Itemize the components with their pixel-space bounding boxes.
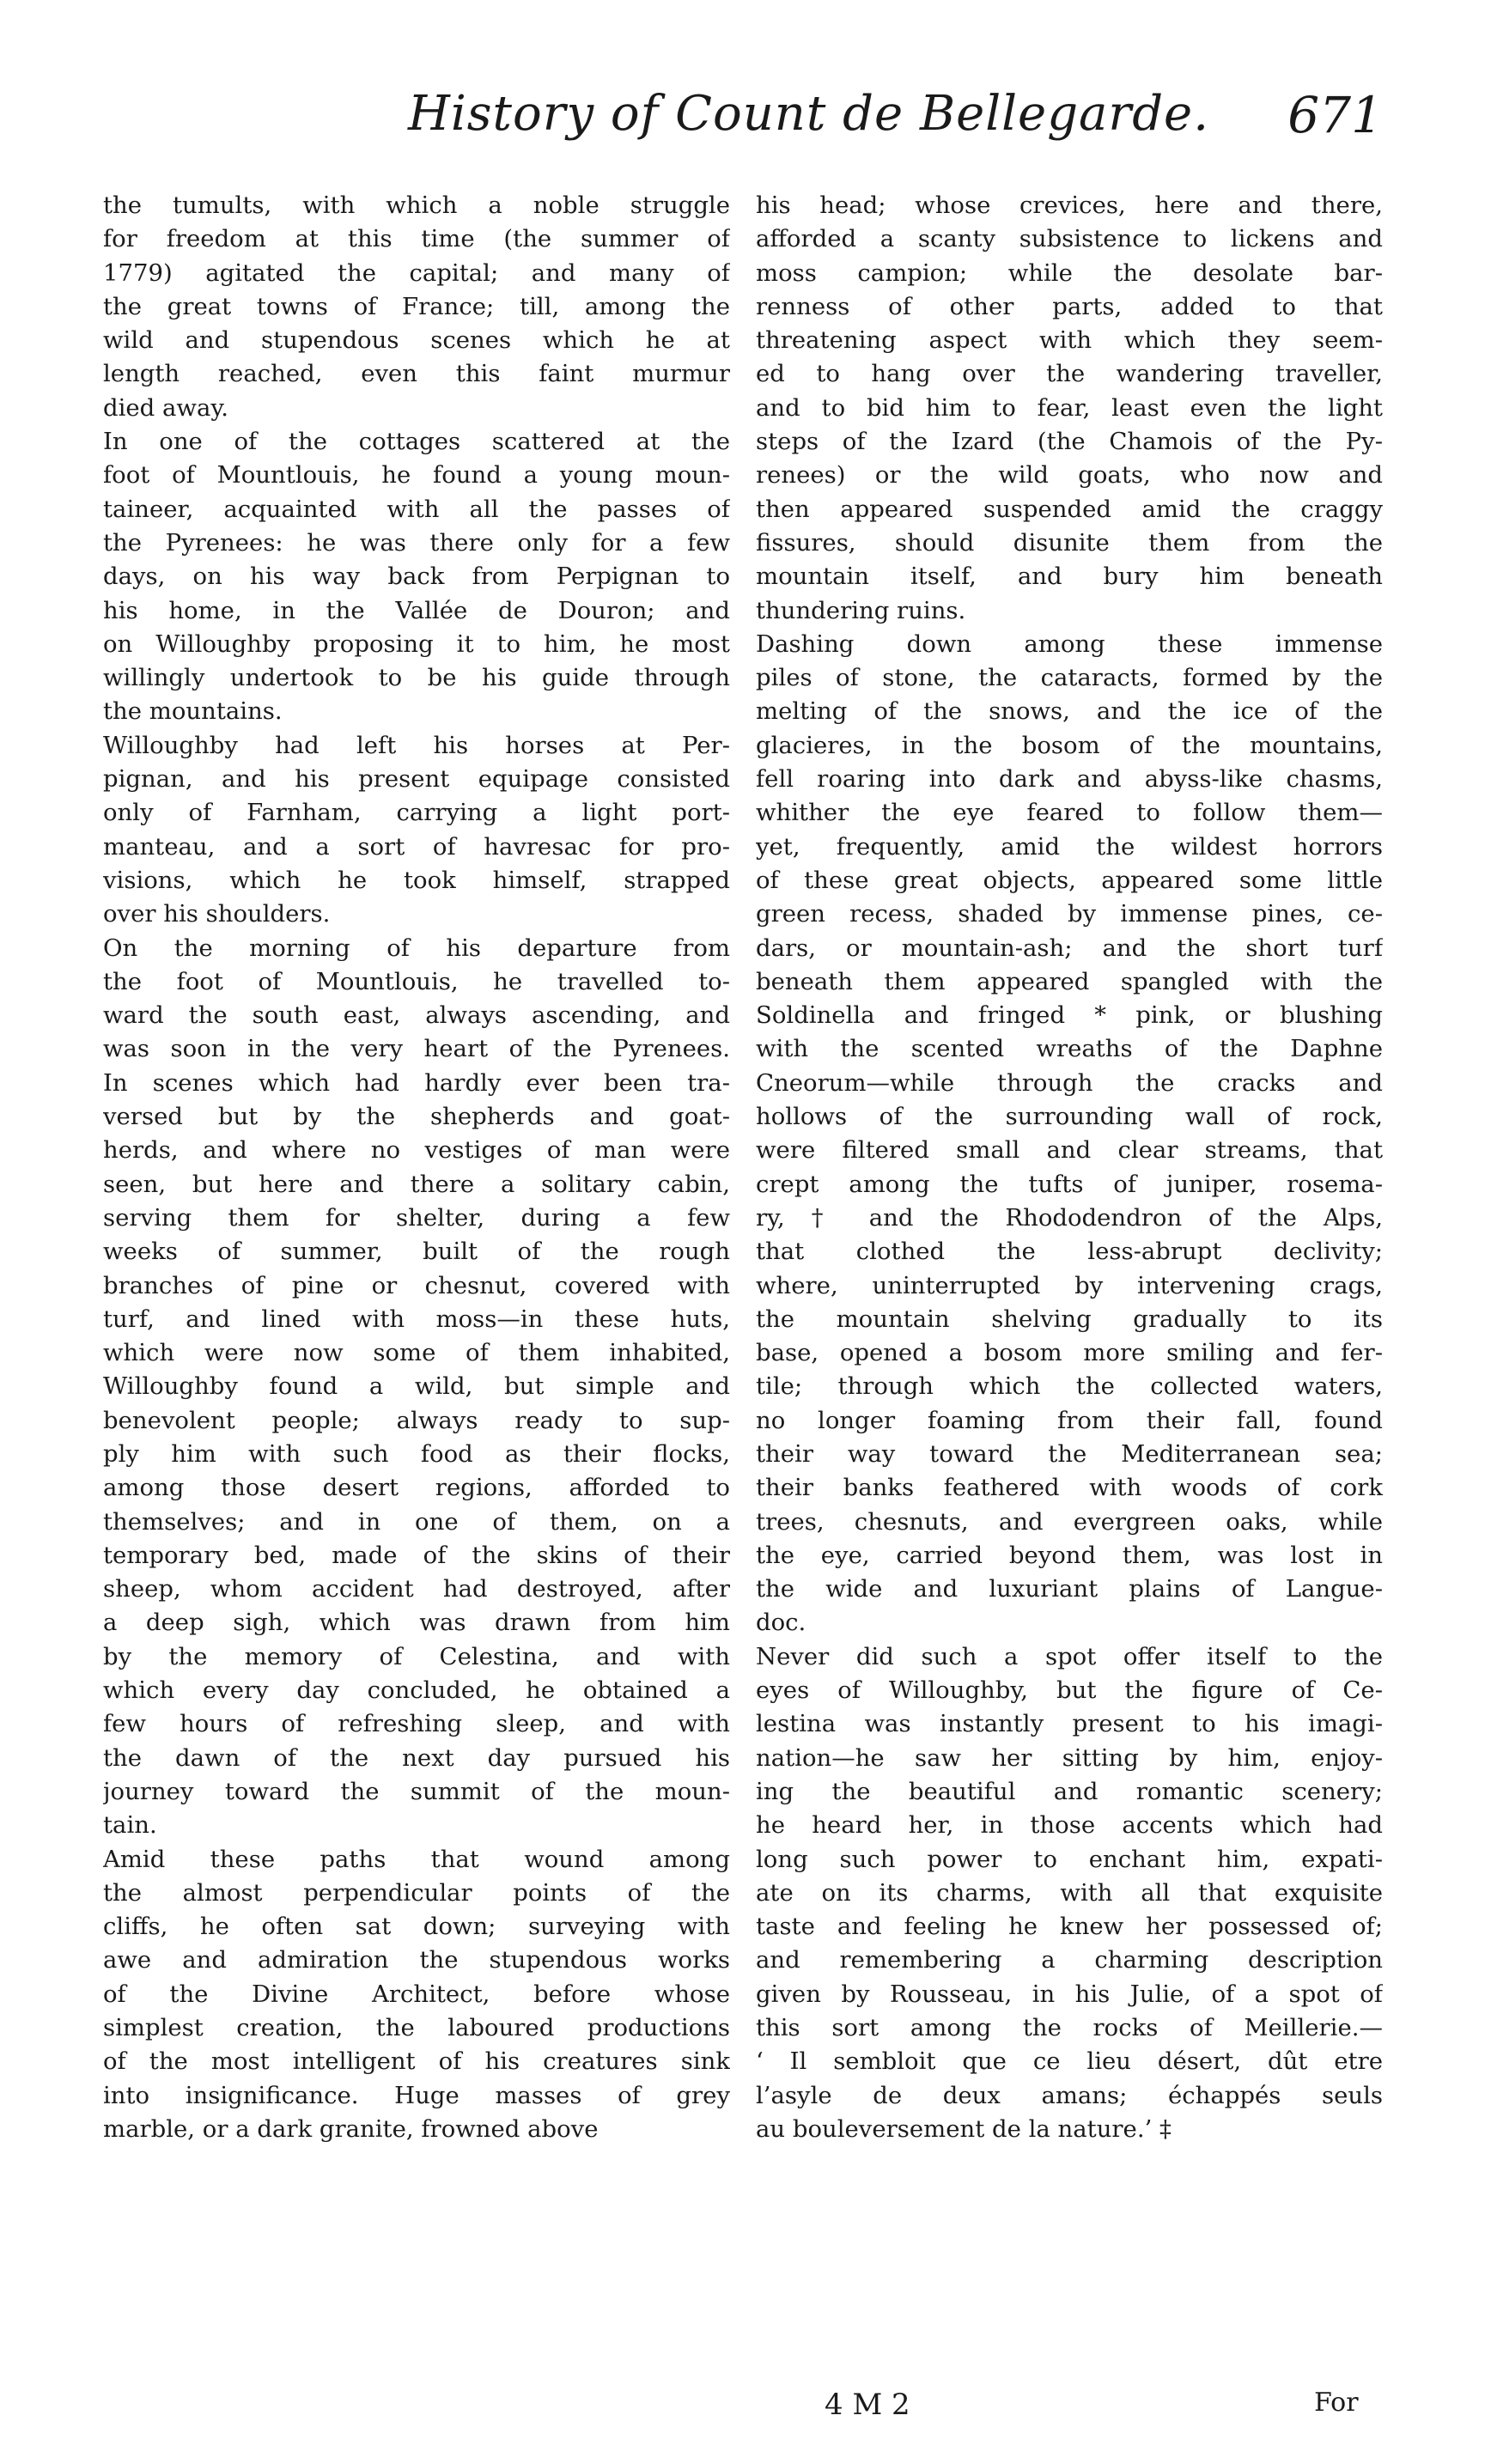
text-line: weeks of summer, built of the rough xyxy=(103,1238,730,1266)
text-line: ry, † and the Rhododendron of the Alps, xyxy=(756,1203,1383,1232)
text-line: long such power to enchant him, expati- xyxy=(756,1845,1383,1873)
text-line: ing the beautiful and romantic scenery; xyxy=(756,1777,1383,1805)
text-line: taineer, acquainted with all the passes of xyxy=(103,495,730,523)
text-line: with the scented wreaths of the Daphne xyxy=(756,1035,1383,1063)
text-line: cliffs, he often sat down; surveying with xyxy=(103,1913,730,1941)
text-line: days, on his way back from Perpignan to xyxy=(103,563,730,591)
running-head xyxy=(103,86,1383,163)
text-line: the foot of Mountlouis, he travelled to- xyxy=(103,967,730,995)
text-line: were filtered small and clear streams, that xyxy=(756,1136,1383,1165)
text-line: manteau, and a sort of havresac for pro- xyxy=(103,832,730,861)
text-line: died away. xyxy=(103,393,228,422)
text-line: branches of pine or chesnut, covered with xyxy=(103,1271,730,1299)
text-line: fissures, should disunite them from the xyxy=(756,528,1383,557)
text-line: taste and feeling he knew her possessed of; xyxy=(756,1913,1383,1941)
text-line: Amid these paths that wound among xyxy=(103,1845,730,1873)
text-line: their banks feathered with woods of cork xyxy=(756,1474,1383,1502)
text-line: doc. xyxy=(756,1609,806,1637)
text-line: versed but by the shepherds and goat- xyxy=(103,1103,730,1131)
text-line: green recess, shaded by immense pines, ce- xyxy=(756,900,1383,928)
text-line: for freedom at this time (the summer of xyxy=(103,225,730,253)
text-line: ate on its charms, with all that exquisite xyxy=(756,1878,1383,1907)
text-line: Willoughby found a wild, but simple and xyxy=(103,1372,730,1401)
text-line: In scenes which had hardly ever been tra- xyxy=(103,1068,730,1097)
text-line: temporary bed, made of the skins of their xyxy=(103,1541,730,1569)
text-line: wild and stupendous scenes which he at xyxy=(103,326,730,355)
text-line: ward the south east, always ascending, and xyxy=(103,1001,730,1030)
text-line: their way toward the Mediterranean sea; xyxy=(756,1439,1383,1468)
catchword: For xyxy=(1314,2388,1359,2418)
text-line: the wide and luxuriant plains of Langue- xyxy=(756,1575,1383,1603)
text-line: the dawn of the next day pursued his xyxy=(103,1743,730,1772)
text-line: Cneorum—while through the cracks and xyxy=(756,1068,1383,1097)
text-line: of these great objects, appeared some little xyxy=(756,866,1383,894)
text-line: few hours of refreshing sleep, and with xyxy=(103,1710,730,1738)
text-line: ply him with such food as their flocks, xyxy=(103,1439,730,1468)
text-line: herds, and where no vestiges of man were xyxy=(103,1136,730,1165)
text-line: on Willoughby proposing it to him, he most xyxy=(103,630,730,658)
text-line: ed to hang over the wandering traveller, xyxy=(756,360,1383,388)
text-line: seen, but here and there a solitary cabin, xyxy=(103,1170,730,1198)
paragraph xyxy=(103,425,730,729)
text-line: tile; through which the collected waters, xyxy=(756,1372,1383,1401)
text-line: whither the eye feared to follow them— xyxy=(756,799,1383,827)
text-line: of the most intelligent of his creatures sink xyxy=(103,2047,730,2076)
text-line: was soon in the very heart of the Pyrenees. xyxy=(103,1035,730,1063)
paragraph xyxy=(103,1843,730,2147)
text-line: and to bid him to fear, least even the light xyxy=(756,393,1383,422)
text-line: themselves; and in one of them, on a xyxy=(103,1507,730,1536)
text-line: the great towns of France; till, among the xyxy=(103,292,730,320)
text-line: his head; whose crevices, here and there, xyxy=(756,192,1383,219)
text-line: l’asyle de deux amans; échappés seuls xyxy=(756,2081,1383,2109)
text-line: 1779) agitated the capital; and many of xyxy=(103,259,730,287)
text-line: this sort among the rocks of Meillerie.— xyxy=(756,2014,1383,2042)
text-line: length reached, even this faint murmur xyxy=(103,360,730,388)
right-column xyxy=(756,189,1383,2146)
text-line: pignan, and his present equipage consisted xyxy=(103,765,730,794)
text-line: dars, or mountain-ash; and the short turf xyxy=(756,934,1383,962)
text-line: the tumults, with which a noble struggle xyxy=(103,192,730,219)
paragraph xyxy=(756,628,1383,1640)
signature-line xyxy=(0,2388,1485,2431)
text-line: sheep, whom accident had destroyed, after xyxy=(103,1575,730,1603)
text-line: benevolent people; always ready to sup- xyxy=(103,1406,730,1434)
text-line: renees) or the wild goats, who now and xyxy=(756,461,1383,490)
text-line: Soldinella and fringed * pink, or blushing xyxy=(756,1001,1383,1030)
running-title: History of Count de Bellegarde. xyxy=(408,86,1209,142)
text-line: where, uninterrupted by intervening crags, xyxy=(756,1271,1383,1299)
text-line: trees, chesnuts, and evergreen oaks, while xyxy=(756,1507,1383,1536)
text-line: willingly undertook to be his guide through xyxy=(103,664,730,692)
signature-mark: 4 M 2 xyxy=(825,2388,910,2422)
text-line: over his shoulders. xyxy=(103,900,331,928)
text-line: eyes of Willoughby, but the figure of Ce- xyxy=(756,1676,1383,1705)
paragraph xyxy=(103,189,730,425)
text-line: steps of the Izard (the Chamois of the Py- xyxy=(756,428,1383,456)
page-number: 671 xyxy=(1287,86,1383,144)
text-line: which every day concluded, he obtained a xyxy=(103,1676,730,1705)
text-line: hollows of the surrounding wall of rock, xyxy=(756,1103,1383,1131)
text-line: among those desert regions, afforded to xyxy=(103,1474,730,1502)
text-line: au bouleversement de la nature.’ ‡ xyxy=(756,2114,1172,2143)
text-line: visions, which he took himself, strapped xyxy=(103,866,730,894)
text-line: thundering ruins. xyxy=(756,596,966,624)
text-line: renness of other parts, added to that xyxy=(756,292,1383,320)
text-line: threatening aspect with which they seem- xyxy=(756,326,1383,355)
paragraph xyxy=(103,932,730,1843)
text-line: journey toward the summit of the moun- xyxy=(103,1777,730,1805)
paragraph xyxy=(756,1640,1383,2146)
text-line: tain. xyxy=(103,1811,157,1840)
text-line: the mountain shelving gradually to its xyxy=(756,1305,1383,1333)
text-line: and remembering a charming description xyxy=(756,1946,1383,1974)
text-line: serving them for shelter, during a few xyxy=(103,1203,730,1232)
text-line: then appeared suspended amid the craggy xyxy=(756,495,1383,523)
text-line: the almost perpendicular points of the xyxy=(103,1878,730,1907)
paragraph xyxy=(103,729,730,932)
text-line: mountain itself, and bury him beneath xyxy=(756,563,1383,591)
text-line: glacieres, in the bosom of the mountains, xyxy=(756,731,1383,759)
text-line: In one of the cottages scattered at the xyxy=(103,428,730,456)
text-line: melting of the snows, and the ice of the xyxy=(756,697,1383,726)
text-line: a deep sigh, which was drawn from him xyxy=(103,1609,730,1637)
text-line: nation—he saw her sitting by him, enjoy- xyxy=(756,1743,1383,1772)
text-line: his home, in the Vallée de Douron; and xyxy=(103,596,730,624)
text-line: beneath them appeared spangled with the xyxy=(756,967,1383,995)
text-line: Dashing down among these immense xyxy=(756,630,1383,658)
text-line: the eye, carried beyond them, was lost in xyxy=(756,1541,1383,1569)
text-line: Never did such a spot offer itself to the xyxy=(756,1642,1383,1670)
text-line: foot of Mountlouis, he found a young moun- xyxy=(103,461,730,490)
text-line: fell roaring into dark and abyss-like chasms, xyxy=(756,765,1383,794)
text-line: into insignificance. Huge masses of grey xyxy=(103,2081,730,2109)
text-line: piles of stone, the cataracts, formed by the xyxy=(756,664,1383,692)
text-line: ‘ Il sembloit que ce lieu désert, dût etre xyxy=(756,2047,1383,2076)
text-line: Willoughby had left his horses at Per- xyxy=(103,731,730,759)
text-line: lestina was instantly present to his imagi- xyxy=(756,1710,1383,1738)
text-line: crept among the tufts of juniper, rosema- xyxy=(756,1170,1383,1198)
text-line: the Pyrenees: he was there only for a few xyxy=(103,528,730,557)
text-line: base, opened a bosom more smiling and fer- xyxy=(756,1339,1383,1367)
text-line: by the memory of Celestina, and with xyxy=(103,1642,730,1670)
text-line: that clothed the less-abrupt declivity; xyxy=(756,1238,1383,1266)
text-line: he heard her, in those accents which had xyxy=(756,1811,1383,1840)
text-line: afforded a scanty subsistence to lickens and xyxy=(756,225,1383,253)
text-line: awe and admiration the stupendous works xyxy=(103,1946,730,1974)
paragraph xyxy=(756,189,1383,628)
text-line: no longer foaming from their fall, found xyxy=(756,1406,1383,1434)
text-line: moss campion; while the desolate bar- xyxy=(756,259,1383,287)
text-line: On the morning of his departure from xyxy=(103,934,730,962)
text-line: given by Rousseau, in his Julie, of a spot of xyxy=(756,1980,1383,2008)
text-line: the mountains. xyxy=(103,697,283,726)
text-line: of the Divine Architect, before whose xyxy=(103,1980,730,2008)
left-column xyxy=(103,189,730,2146)
text-line: only of Farnham, carrying a light port- xyxy=(103,799,730,827)
text-line: simplest creation, the laboured productions xyxy=(103,2014,730,2042)
text-line: turf, and lined with moss—in these huts, xyxy=(103,1305,730,1333)
text-line: yet, frequently, amid the wildest horrors xyxy=(756,832,1383,861)
text-line: marble, or a dark granite, frowned above xyxy=(103,2114,599,2143)
text-line: which were now some of them inhabited, xyxy=(103,1339,730,1367)
